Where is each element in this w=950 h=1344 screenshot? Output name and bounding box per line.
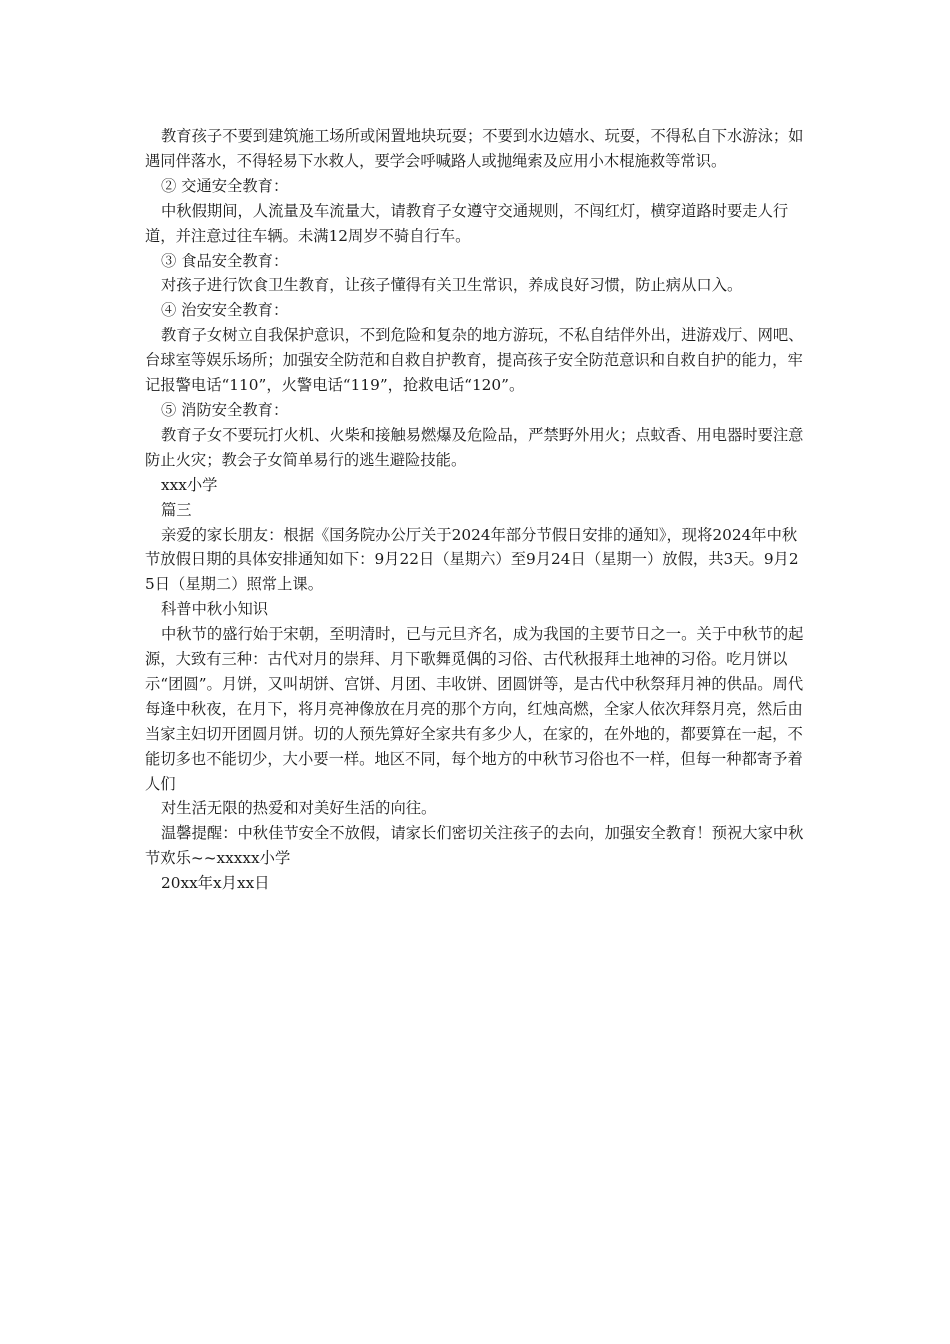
paragraph-holiday-notice: 亲爱的家长朋友：根据《国务院办公厅关于2024年部分节假日安排的通知》，现将2024年中秋节放假日期的具体安排通知如下：9月22日（星期六）至9月24日（星期一）放假，共3天。9月25日（星期二）照常上课。 (145, 525, 799, 594)
paragraph-food-safety: 对孩子进行饮食卫生教育，让孩子懂得有关卫生常识，养成良好习惯，防止病从口入。 (161, 276, 743, 295)
paragraph-fire-safety: 教育子女不要玩打火机、火柴和接触易燃爆及危险品，严禁野外用火；点蚊香、用电器时要注意防止火灾；教会子女简单易行的逃生避险技能。 (145, 425, 804, 469)
heading-public-security: ④ 治安安全教育： (161, 301, 289, 320)
paragraph-reminder: 温馨提醒：中秋佳节安全不放假，请家长们密切关注孩子的去向，加强安全教育！预祝大家中秋节欢乐~~xxxxx小学 (145, 824, 804, 868)
paragraph-continuation: 对生活无限的热爱和对美好生活的向往。 (161, 799, 437, 818)
heading-mid-autumn-knowledge: 科普中秋小知识 (161, 600, 269, 619)
section-heading: 篇三 (161, 500, 192, 519)
heading-food-safety: ③ 食品安全教育： (161, 251, 289, 270)
heading-fire-safety: ⑤ 消防安全教育： (161, 400, 289, 419)
school-signature: xxx小学 (161, 475, 218, 494)
paragraph-traffic-safety: 中秋假期间，人流量及车流量大，请教育子女遵守交通规则，不闯红灯，横穿道路时要走人行道，并注意过往车辆。未满12周岁不骑自行车。 (145, 201, 789, 245)
heading-traffic-safety: ② 交通安全教育： (161, 176, 289, 195)
paragraph-mid-autumn-history: 中秋节的盛行始于宋朝，至明清时，已与元旦齐名，成为我国的主要节日之一。关于中秋节的起源，大致有三种：古代对月的崇拜、月下歌舞觅偶的习俗、古代秋报拜土地神的习俗。吃月饼以示“团圆”。月饼，又叫胡饼、宫饼、月团、丰收饼、团圆饼等，是古代中秋祭拜月神的供品。周代每逢中秋夜，在月下，将月亮神像放在月亮的那个方向，红烛高燃，全家人依次拜祭月亮，然后由当家主妇切开团圆月饼。切的人预先算好全家共有多少人，在家的，在外地的，都要算在一起，不能切多也不能切少，大小要一样。地区不同，每个地方的中秋节习俗也不一样，但每一种都寄予着人们 (145, 625, 804, 793)
paragraph-water-safety: 教育孩子不要到建筑施工场所或闲置地块玩耍；不要到水边嬉水、玩耍，不得私自下水游泳；如遇同伴落水，不得轻易下水救人，要学会呼喊路人或抛绳索及应用小木棍施救等常识。 (145, 127, 804, 170)
paragraph-public-security: 教育子女树立自我保护意识，不到危险和复杂的地方游玩，不私自结伴外出，进游戏厅、网吧、台球室等娱乐场所；加强安全防范和自救自护教育，提高孩子安全防范意识和自救自护的能力，牢记报警电话“110”，火警电话“119”，抢救电话“120”。 (145, 326, 804, 395)
document-body (145, 124, 805, 896)
document-date: 20xx年x月xx日 (161, 874, 270, 893)
